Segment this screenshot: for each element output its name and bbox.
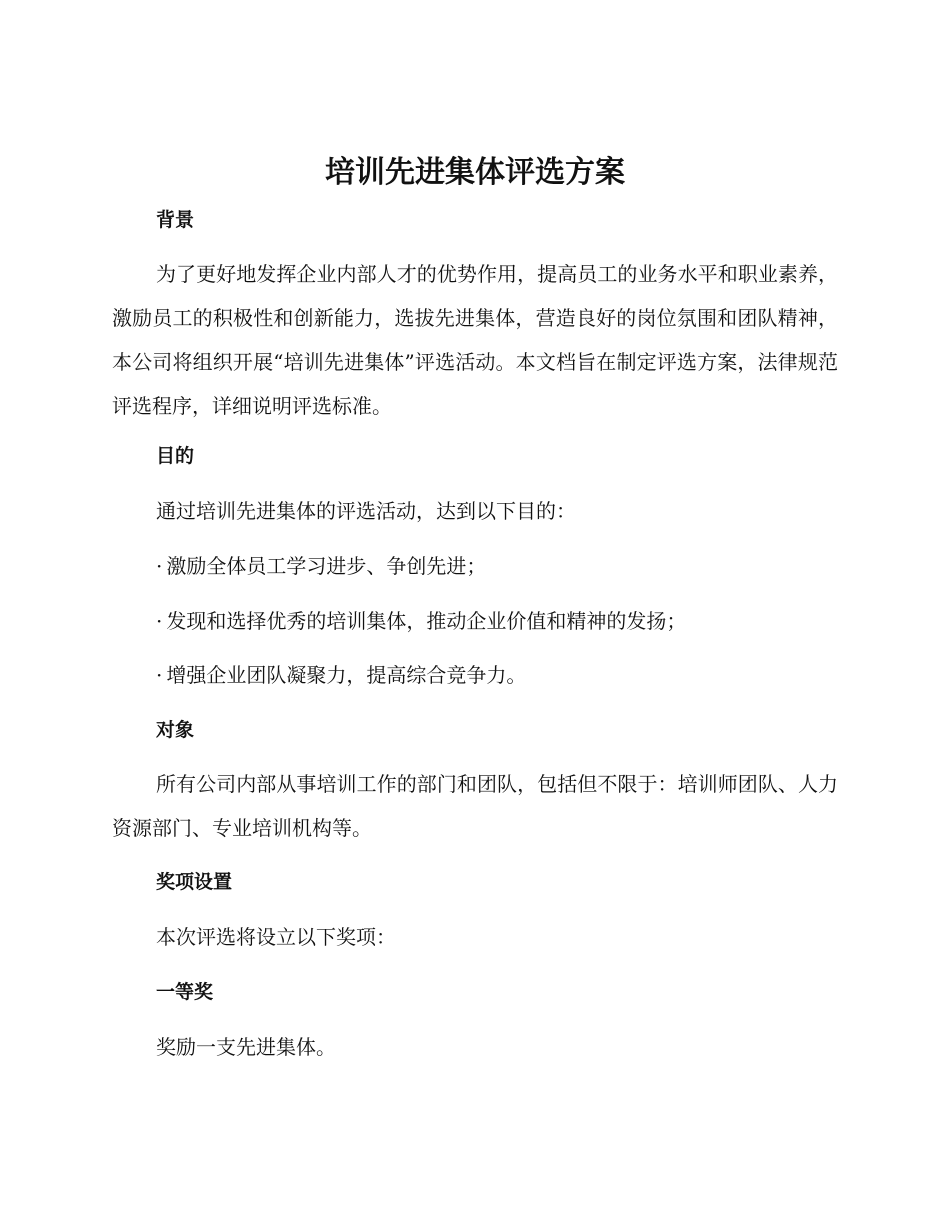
purpose-bullet-item <box>156 552 486 580</box>
purpose-intro: 通过培训先进集体的评选活动，达到以下目的： <box>156 499 576 523</box>
bullet-dot: · <box>156 554 163 578</box>
first-prize-text: 奖励一支先进集体。 <box>156 1035 336 1059</box>
bullet-dot: · <box>156 609 163 633</box>
heading-purpose: 目的 <box>156 445 195 467</box>
awards-intro: 本次评选将设立以下奖项： <box>156 925 396 949</box>
target-paragraph: 所有公司内部从事培训工作的部门和团队，包括但不限于：培训师团队、人力资源部门、专业培训机构等。 <box>112 772 838 840</box>
purpose-bullet-item <box>156 661 526 689</box>
heading-first-prize: 一等奖 <box>156 981 214 1003</box>
bullet-dot: · <box>156 663 163 687</box>
background-paragraph: 为了更好地发挥企业内部人才的优势作用，提高员工的业务水平和职业素养，激励员工的积极性和创新能力，选拔先进集体，营造良好的岗位氛围和团队精神，本公司将组织开展“培训先进集体”评选活动。本文档旨在制定评选方案，法律规范评选程序，详细说明评选标准。 <box>112 262 838 418</box>
heading-target: 对象 <box>156 719 195 741</box>
document-title: 培训先进集体评选方案 <box>325 155 625 190</box>
heading-background: 背景 <box>156 209 195 231</box>
bullet-text: 激励全体员工学习进步、争创先进； <box>166 554 487 578</box>
heading-awards: 奖项设置 <box>156 871 233 893</box>
purpose-bullet-item <box>156 607 686 635</box>
bullet-text: 增强企业团队凝聚力，提高综合竞争力。 <box>166 663 527 687</box>
bullet-text: 发现和选择优秀的培训集体，推动企业价值和精神的发扬； <box>166 609 687 633</box>
